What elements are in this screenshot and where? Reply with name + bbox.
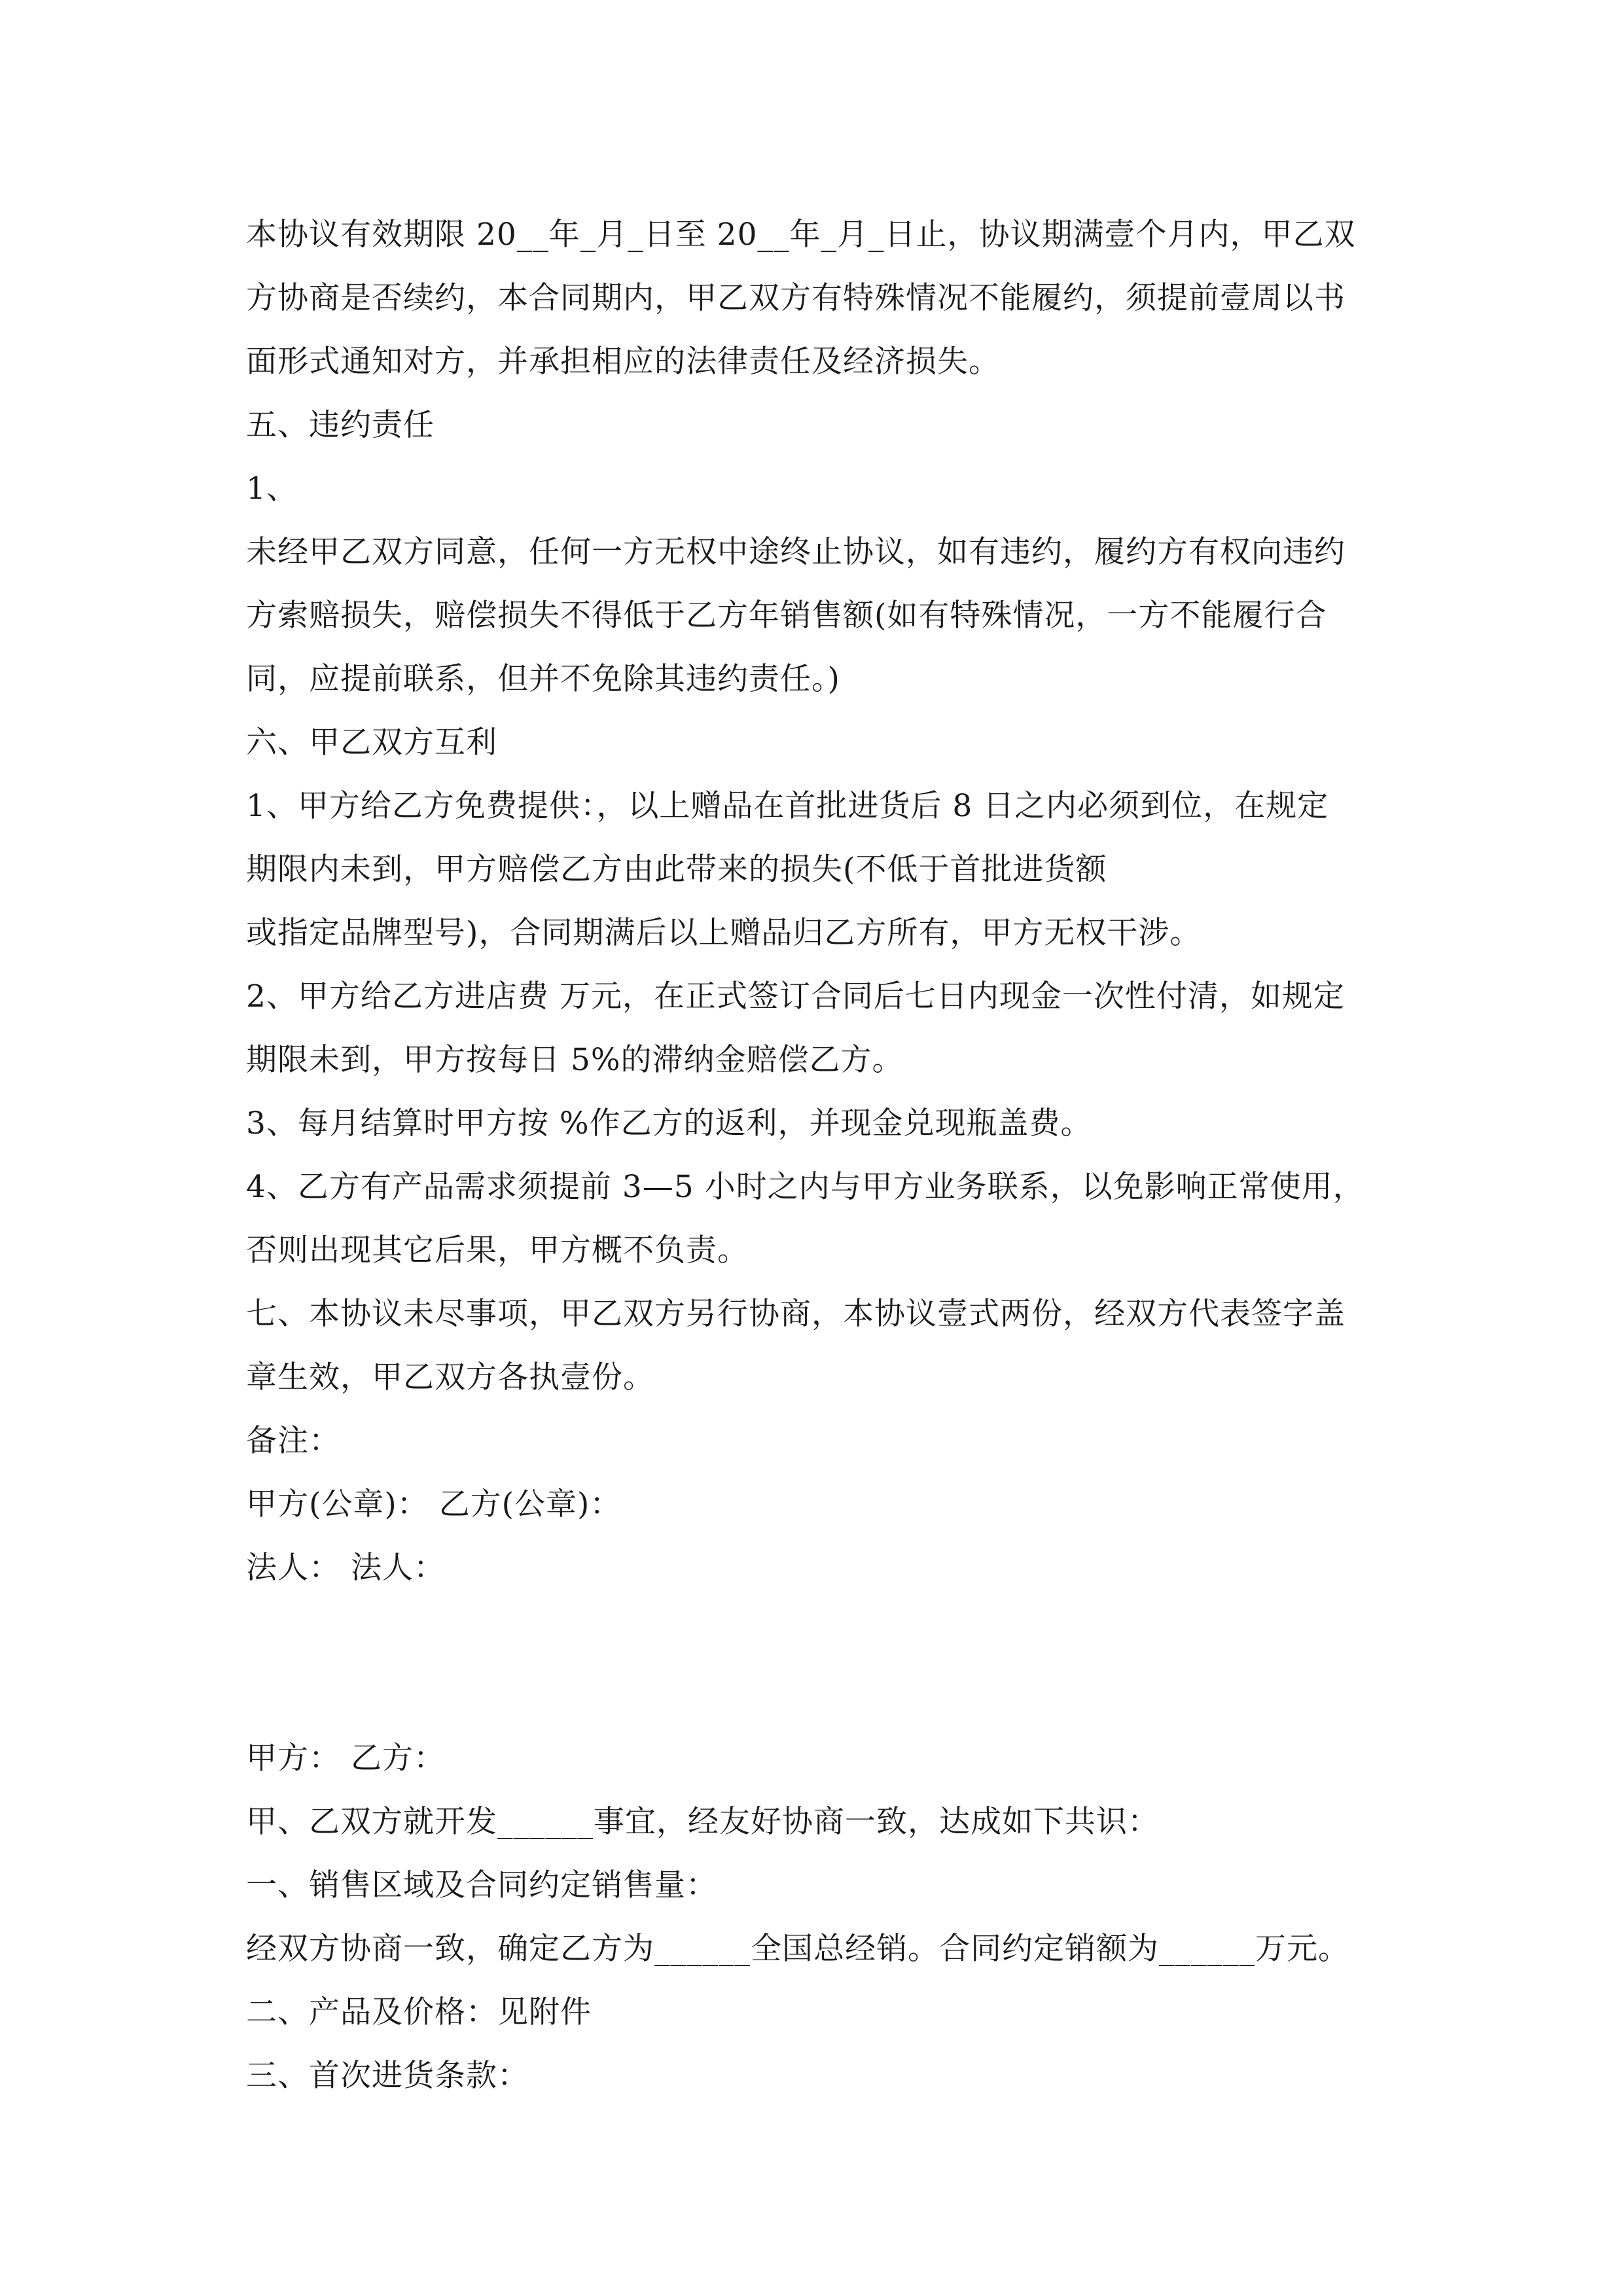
text-line: 面形式通知对方，并承担相应的法律责任及经济损失。	[246, 344, 1000, 380]
text-line: 同，应提前联系，但并不免除其违约责任。)	[246, 661, 840, 697]
remarks-label: 备注：	[246, 1423, 340, 1459]
text-line: 1、甲方给乙方免费提供：，以上赠品在首批进货后 8 日之内必须到位，在规定	[246, 788, 1329, 824]
document-body	[246, 203, 1424, 2108]
section-heading: 六、甲乙双方互利	[246, 725, 497, 761]
blank-space	[246, 1600, 1424, 1727]
section-heading: 五、违约责任	[246, 407, 435, 443]
text-line: 本协议有效期限 20__年_月_日至 20__年_月_日止，协议期满壹个月内，甲乙双	[246, 217, 1356, 253]
text-line: 方协商是否续约，本合同期内，甲乙双方有特殊情况不能履约，须提前壹周以书	[246, 280, 1346, 316]
text-line: 否则出现其它后果，甲方概不负责。	[246, 1232, 749, 1268]
text-line: 章生效，甲乙双方各执壹份。	[246, 1359, 654, 1395]
section-heading: 二、产品及价格：见附件	[246, 1994, 592, 2030]
text-line: 或指定品牌型号)，合同期满后以上赠品归乙方所有，甲方无权干涉。	[246, 915, 1202, 951]
seal-line: 甲方(公章)： 乙方(公章)：	[246, 1486, 622, 1522]
text-line: 3、每月结算时甲方按 %作乙方的返利，并现金兑现瓶盖费。	[246, 1105, 1092, 1141]
text-line: 2、甲方给乙方进店费 万元，在正式签订合同后七日内现金一次性付清，如规定	[246, 978, 1345, 1014]
text-line: 期限未到，甲方按每日 5%的滞纳金赔偿乙方。	[246, 1042, 904, 1078]
clause-number: 1、	[246, 471, 298, 507]
text-line: 期限内未到，甲方赔偿乙方由此带来的损失(不低于首批进货额	[246, 852, 1107, 888]
section-heading: 一、销售区域及合同约定销售量：	[246, 1867, 717, 1903]
text-line: 4、乙方有产品需求须提前 3—5 小时之内与甲方业务联系，以免影响正常使用，	[246, 1169, 1364, 1205]
legal-person-line: 法人： 法人：	[246, 1550, 445, 1586]
text-line: 甲、乙双方就开发______事宜，经友好协商一致，达成如下共识：	[246, 1804, 1159, 1840]
parties-line: 甲方： 乙方：	[246, 1740, 445, 1776]
text-line: 方索赔损失，赔偿损失不得低于乙方年销售额(如有特殊情况，一方不能履行合	[246, 598, 1327, 634]
section-heading: 三、首次进货条款：	[246, 2058, 529, 2094]
section-heading: 七、本协议未尽事项，甲乙双方另行协商，本协议壹式两份，经双方代表签字盖	[246, 1296, 1346, 1332]
text-line: 经双方协商一致，确定乙方为______全国总经销。合同约定销额为______万元。	[246, 1931, 1349, 1967]
text-line: 未经甲乙双方同意，任何一方无权中途终止协议，如有违约，履约方有权向违约	[246, 534, 1346, 570]
